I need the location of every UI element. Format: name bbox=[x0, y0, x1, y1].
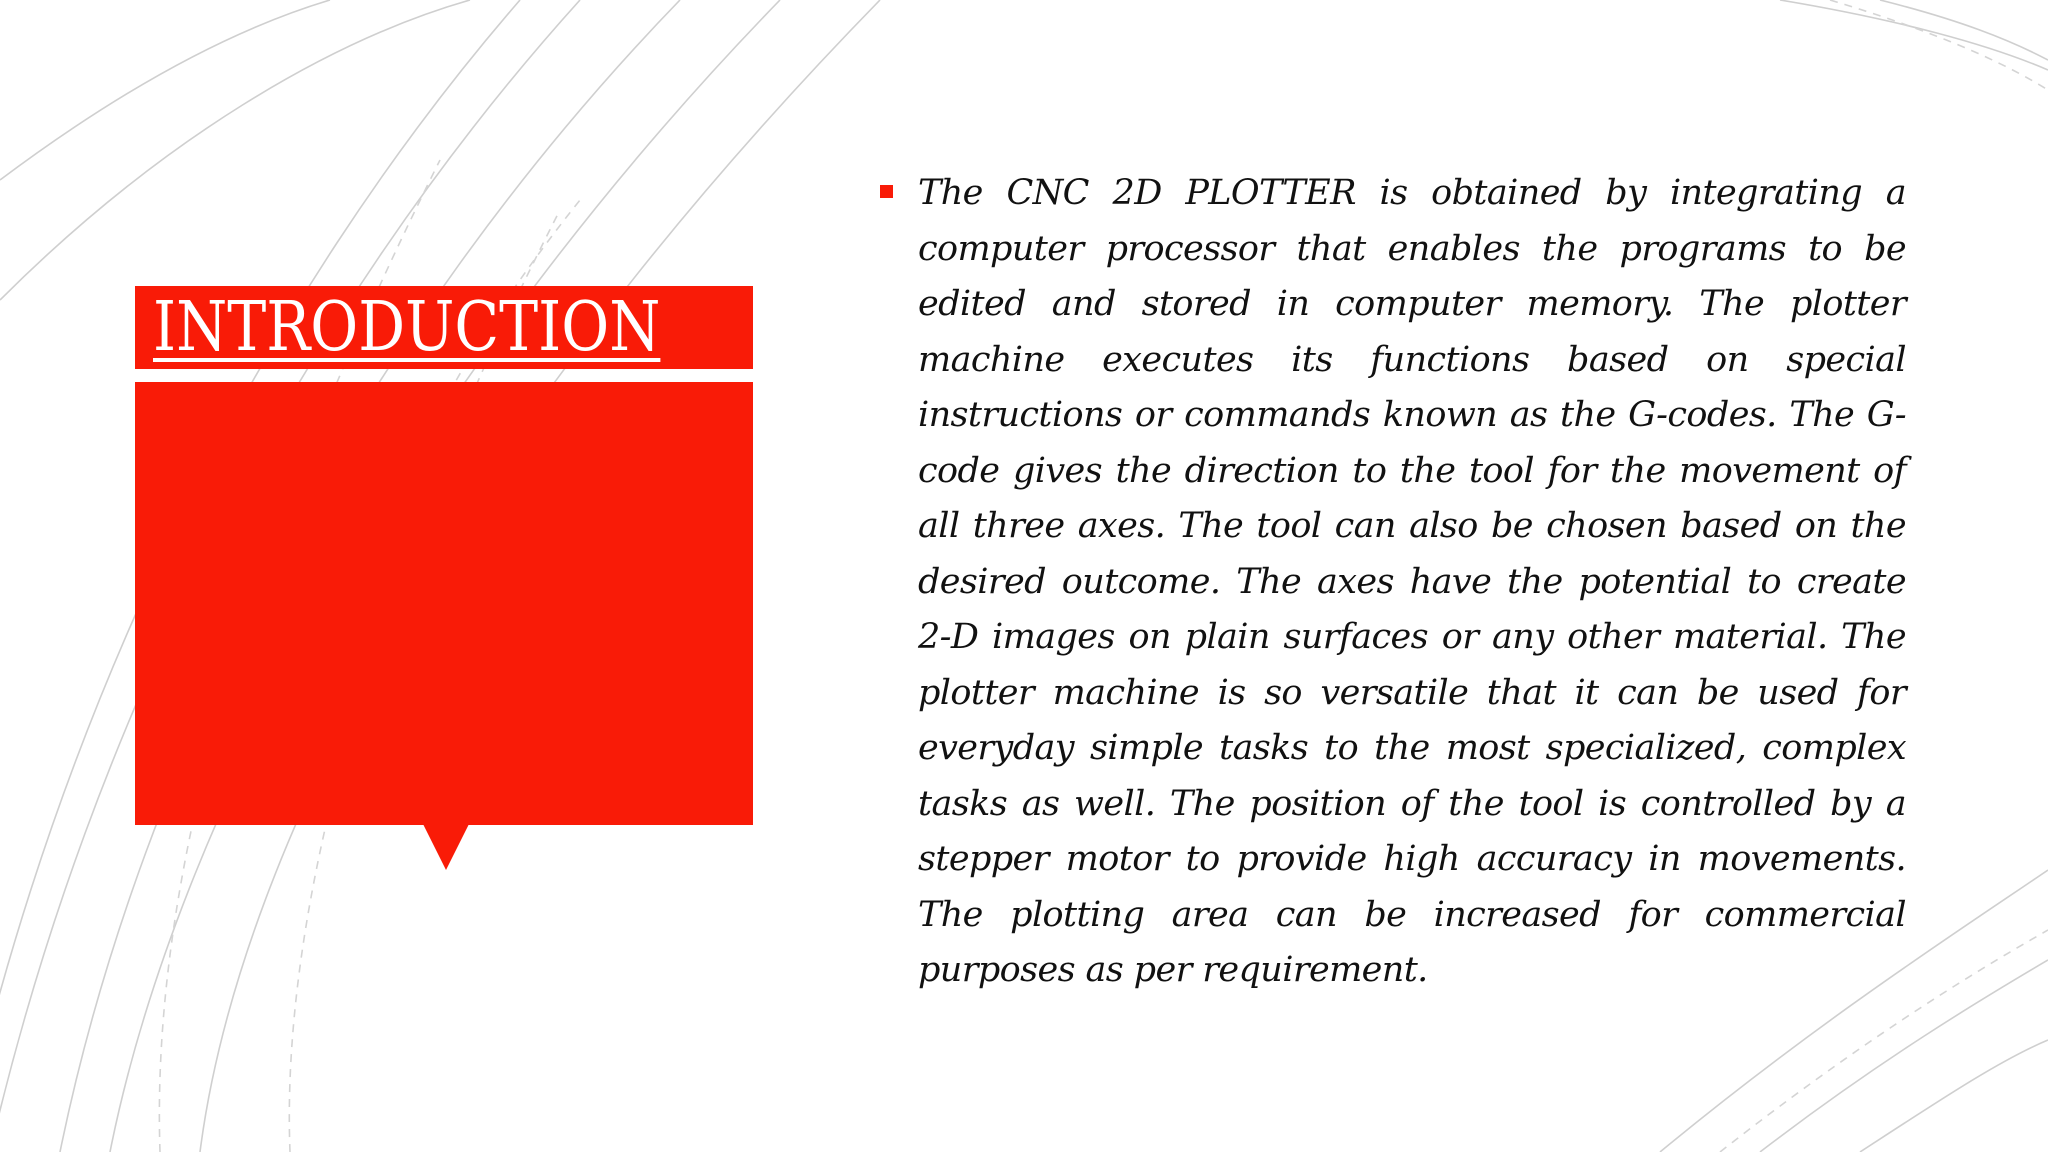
bullet-item bbox=[880, 166, 1906, 999]
bullet-list bbox=[880, 166, 1906, 999]
title-bar bbox=[135, 286, 753, 369]
callout-pointer bbox=[423, 824, 469, 870]
bullet-text: The CNC 2D PLOTTER is obtained by integrating a computer processor that enables the programs to be edited and stored in computer memory. The plotter machine executes its functions based on special instructions or commands known as the G-codes. The G-code gives the direction to the tool for the movement of all three axes. The tool can also be chosen based on the desired outcome. The axes have the potential to create 2-D images on plain surfaces or any other material. The plotter machine is so versatile that it can be used for everyday simple tasks to the most specialized, complex tasks as well. The position of the tool is controlled by a stepper motor to provide high accuracy in movements. The plotting area can be increased for commercial purposes as per requirement. bbox=[918, 173, 1906, 990]
callout-box bbox=[135, 382, 753, 825]
slide-title: INTRODUCTION bbox=[153, 287, 661, 367]
square-bullet-icon bbox=[880, 185, 893, 198]
